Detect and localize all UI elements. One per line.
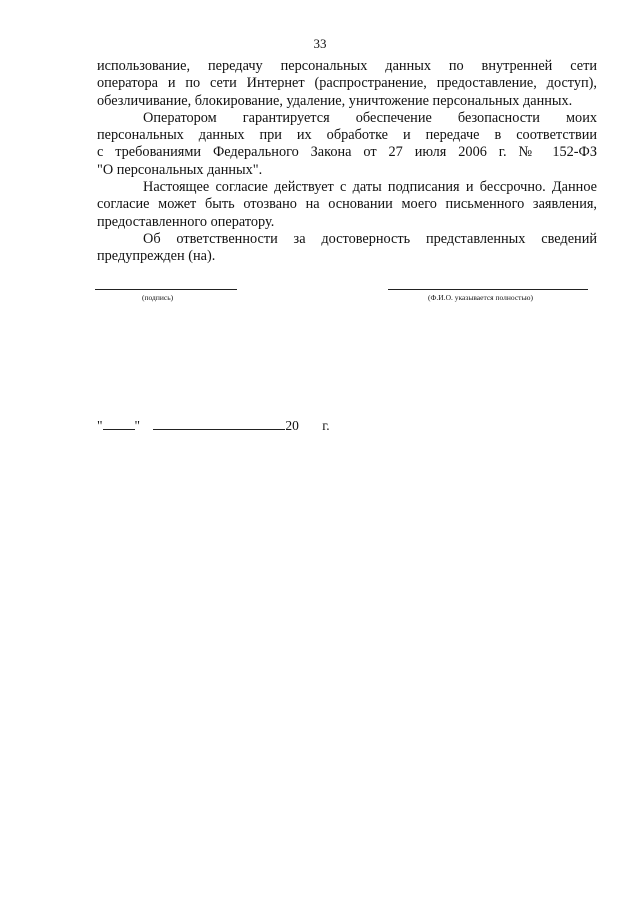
paragraph-processing <box>97 58 597 110</box>
year-prefix: 20 <box>285 418 299 433</box>
text-line: предупрежден (на). <box>97 248 216 265</box>
full-name-caption: (Ф.И.О. указывается полностью) <box>428 293 533 302</box>
day-blank[interactable] <box>103 417 135 430</box>
date-row <box>97 417 330 434</box>
signature-block <box>0 289 640 319</box>
text-line: обезличивание, блокирование, удаление, уничтожение персональных данных. <box>97 92 573 109</box>
month-blank[interactable] <box>153 417 285 430</box>
text-line: согласие может быть отозвано на основании моего письменного заявления, <box>97 196 597 213</box>
paragraph-operator-guarantee <box>97 110 597 179</box>
paragraph-validity <box>97 179 597 231</box>
text-line: Настоящее согласие действует с даты подписания и бессрочно. Данное <box>143 179 597 196</box>
text-line: с требованиями Федерального Закона от 27 июля 2006 г. № 152-ФЗ <box>97 144 597 161</box>
year-suffix: г. <box>322 418 330 433</box>
text-line: Оператором гарантируется обеспечение безопасности моих <box>143 109 597 126</box>
page-number: 33 <box>313 36 327 51</box>
signature-line[interactable] <box>95 289 237 290</box>
text-line: Об ответственности за достоверность представленных сведений <box>143 230 597 247</box>
full-name-line[interactable] <box>388 289 588 290</box>
text-line: использование, передачу персональных данных по внутренней сети <box>97 58 597 74</box>
text-line: оператора и по сети Интернет (распространение, предоставление, доступ), <box>97 75 597 92</box>
paragraph-responsibility <box>97 231 597 266</box>
signature-caption: (подпись) <box>142 293 174 302</box>
text-line: персональных данных при их обработке и передаче в соответствии <box>97 127 597 144</box>
text-line: "О персональных данных". <box>97 161 263 178</box>
date-open-quote: " <box>97 418 103 433</box>
consent-text <box>97 58 597 266</box>
date-close-quote: " <box>134 418 141 433</box>
text-line: предоставленного оператору. <box>97 213 275 230</box>
